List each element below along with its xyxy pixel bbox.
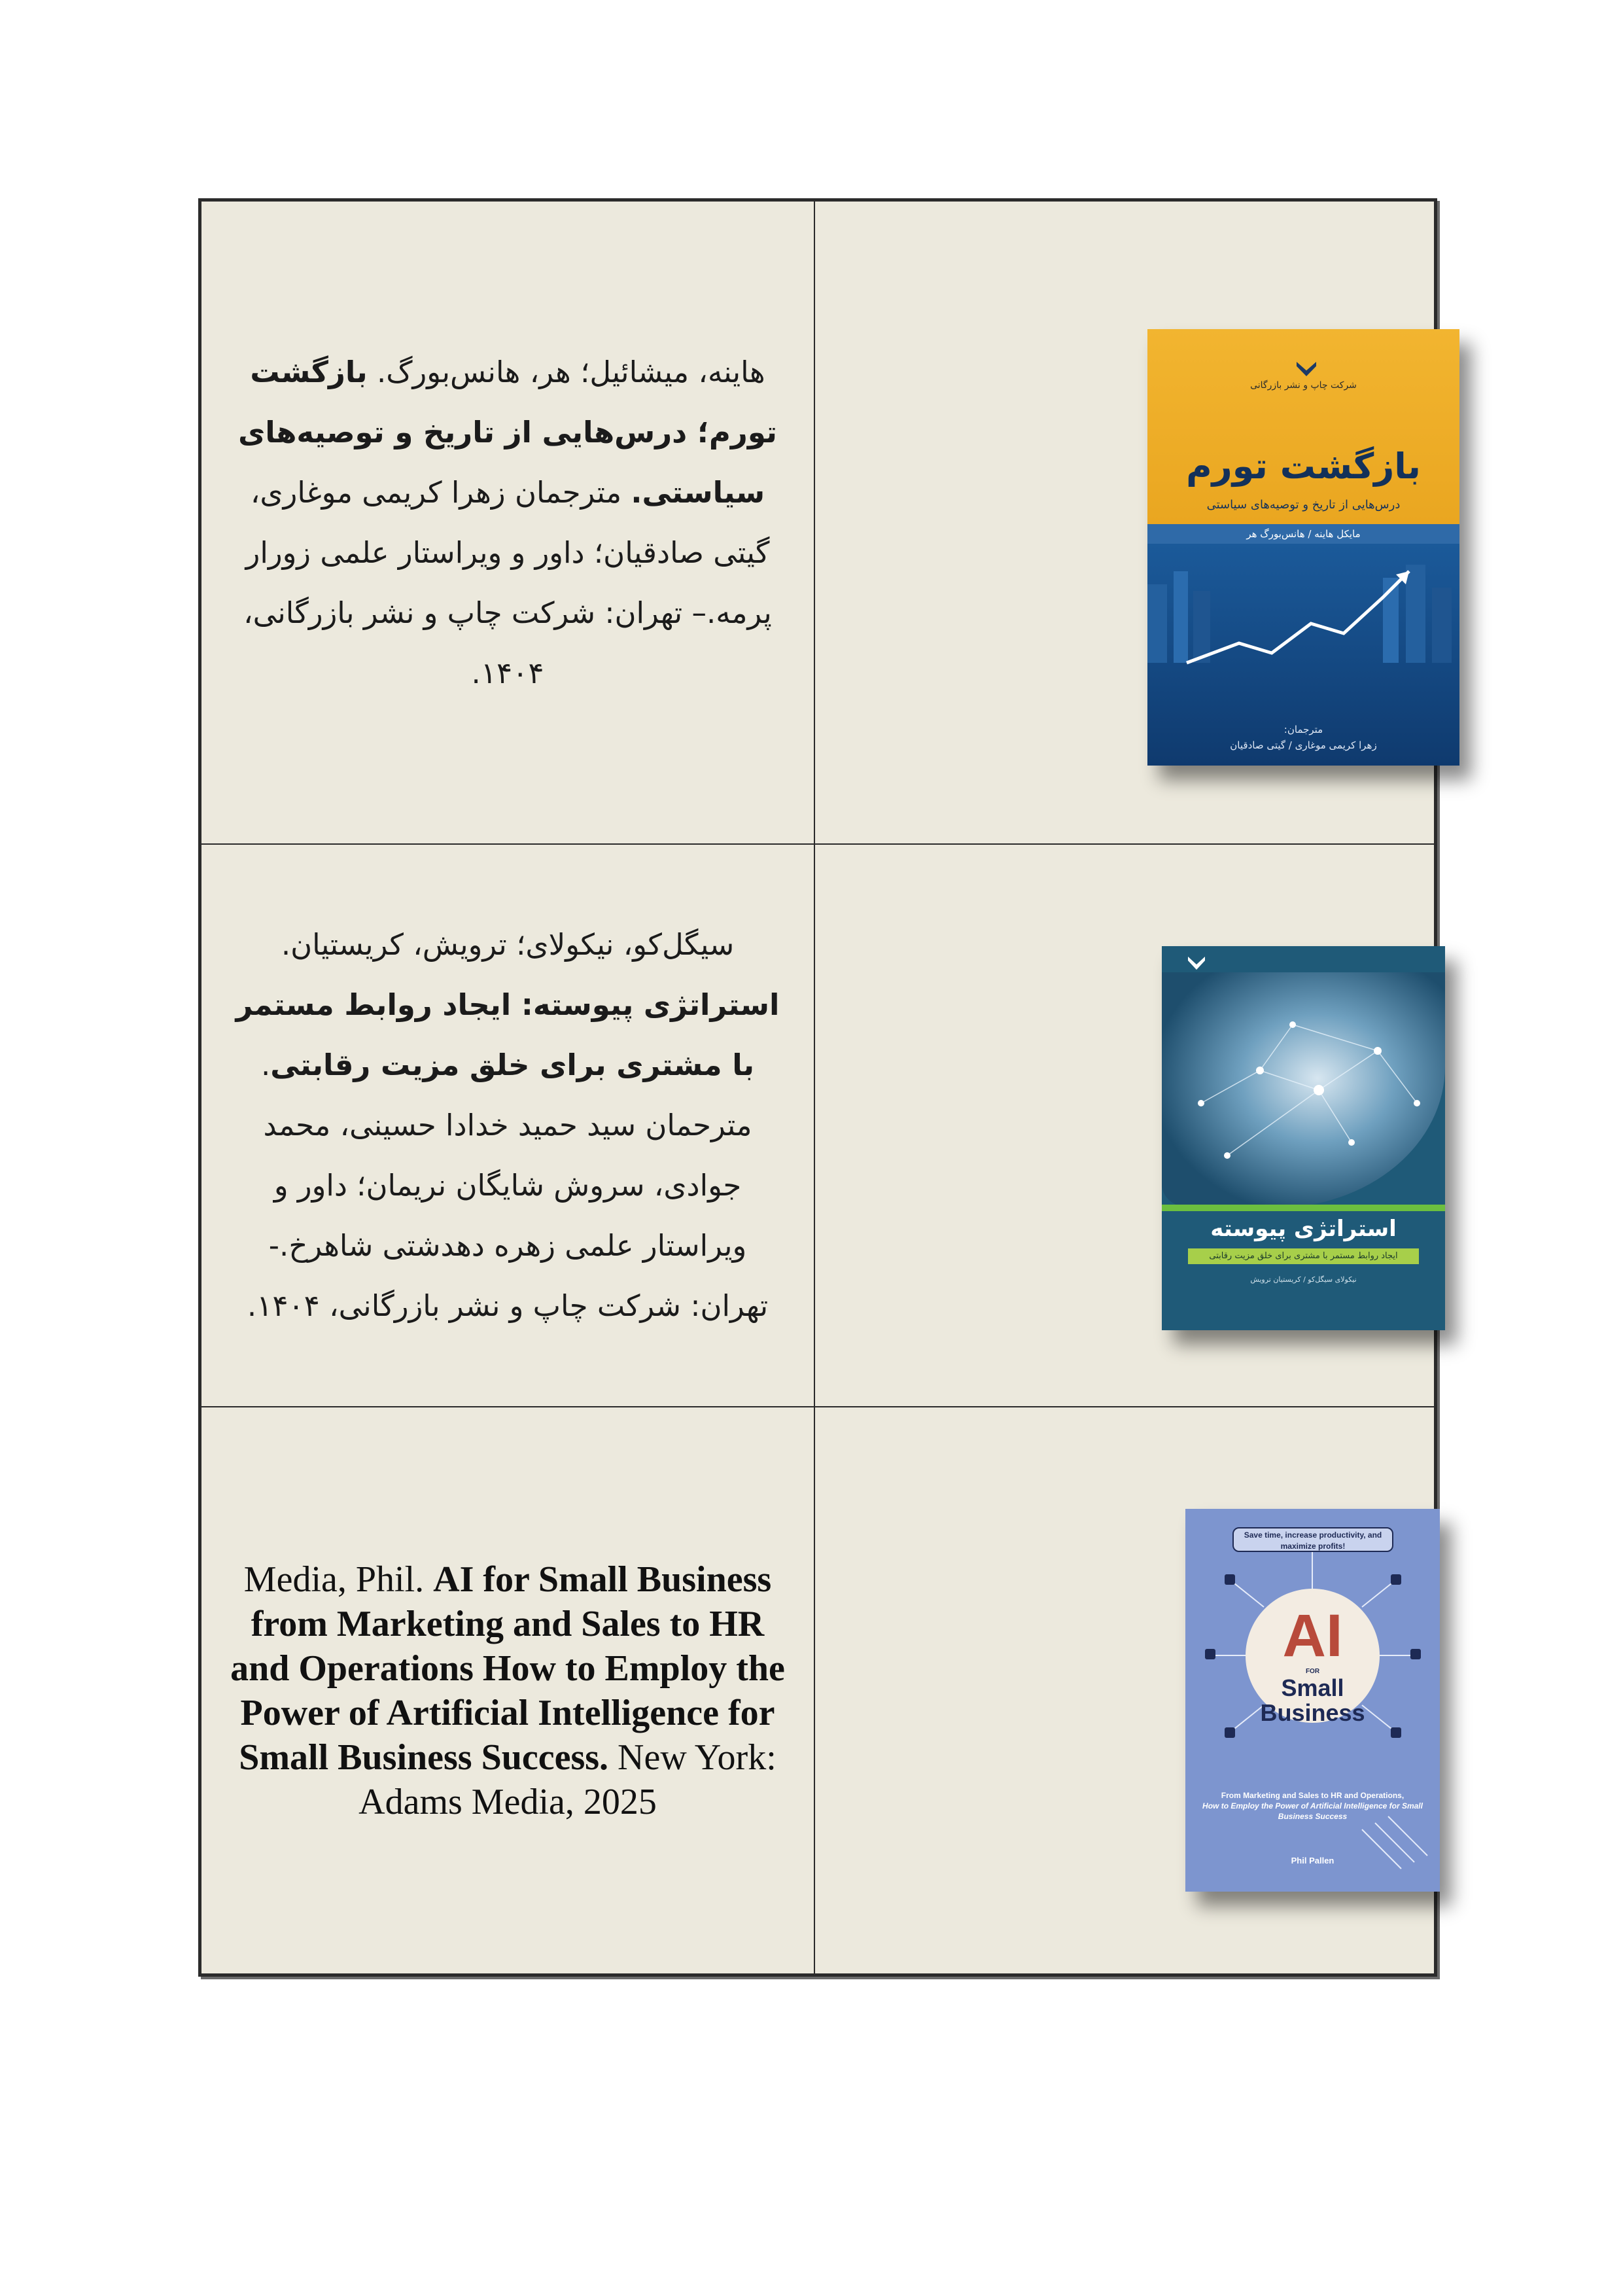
network-nodes-icon — [1162, 972, 1445, 1208]
table-row — [201, 202, 1434, 845]
citation-title: بازگشت تورم؛ درس‌هایی از تاریخ و توصیه‌های سیاستی. — [238, 354, 777, 510]
citation-text — [226, 915, 789, 1336]
book-cover-image — [1147, 329, 1459, 766]
cover-banner: Save time, increase productivity, and maximize profits! — [1232, 1527, 1393, 1552]
citation-publication: مترجمان زهرا کریمی موغاری، گیتی صادقیان؛ داور و ویراستار علمی زورار پرمه.– تهران: شرکت چاپ و نشر بازرگانی، ۱۴۰۴. — [243, 474, 772, 690]
citation-publication: . مترحمان سید حمید خدادا حسینی، محمد جوادی، سروش شایگان نریمان؛ داور و ویراستار علمی زهره دهدشتی شاهرخ.- تهران: شرکت چاپ و نشر بازرگانی، ۱۴۰۴. — [247, 1048, 769, 1323]
citation-authors: هاینه، میشائیل؛ هر، هانس‌بورگ. — [367, 354, 765, 389]
table-row — [201, 845, 1434, 1407]
citation-title: AI for Small Business from Marketing and Sales to HR and Operations How to Employ the Power of Artificial Intelligence for Small Business Success. — [230, 1559, 785, 1778]
citation-title: استراتژی پیوسته: ایجاد روابط مستمر با مشتری برای خلق مزیت رقابتی — [236, 987, 780, 1082]
cover-cell — [815, 1407, 1434, 1973]
cover-title-for: FOR — [1305, 1668, 1320, 1675]
cover-publisher: شرکت چاپ و نشر بازرگانی — [1250, 380, 1357, 391]
cover-title-ai: AI — [1282, 1602, 1343, 1669]
cover-authors: مایکل هاینه / هانس‌بورگ هر — [1147, 524, 1459, 544]
publisher-logo-icon — [1188, 957, 1205, 970]
cover-title: بازگشت تورم — [1186, 446, 1421, 487]
cover-subtitle: From Marketing and Sales to HR and Operations, How to Employ the Power of Artificial Intelligence for Small Business Success — [1202, 1791, 1423, 1821]
book-cover-image — [1185, 1509, 1440, 1892]
cover-author: Phil Pallen — [1291, 1856, 1335, 1865]
cover-title: استراتژی پیوسته — [1210, 1216, 1397, 1242]
citation-cell — [201, 1407, 814, 1973]
cover-subtitle: ایجاد روابط مستمر با مشتری برای خلق مزیت رقابتی — [1188, 1248, 1419, 1264]
cover-title-small-business: Small Business — [1260, 1674, 1365, 1726]
citation-authors: Media, Phil. — [243, 1559, 434, 1600]
citation-publication: New York: Adams Media, 2025 — [358, 1737, 777, 1822]
cover-authors: نیکولای سیگل‌کو / کریستیان ترویش — [1250, 1275, 1357, 1284]
cover-stripe — [1162, 1205, 1445, 1211]
cover-translators: مترجمان: زهرا کریمی موغاری / گیتی صادقیان — [1230, 724, 1377, 751]
citation-cell — [201, 845, 814, 1406]
rising-graph-icon — [1147, 545, 1459, 715]
cover-cell — [815, 845, 1434, 1406]
citation-text — [226, 342, 789, 703]
citation-cell — [201, 202, 814, 843]
citation-text — [220, 1557, 795, 1824]
citation-authors: سیگل‌کو، نیکولای؛ ترویش، کریستیان. — [281, 927, 735, 962]
cover-subtitle: درس‌هایی از تاریخ و توصیه‌های سیاستی — [1206, 498, 1401, 512]
cover-cell — [815, 202, 1434, 843]
publisher-logo-icon — [1297, 362, 1316, 376]
table-row — [201, 1407, 1434, 1973]
book-cover-image — [1162, 946, 1445, 1330]
book-table — [198, 198, 1437, 1977]
